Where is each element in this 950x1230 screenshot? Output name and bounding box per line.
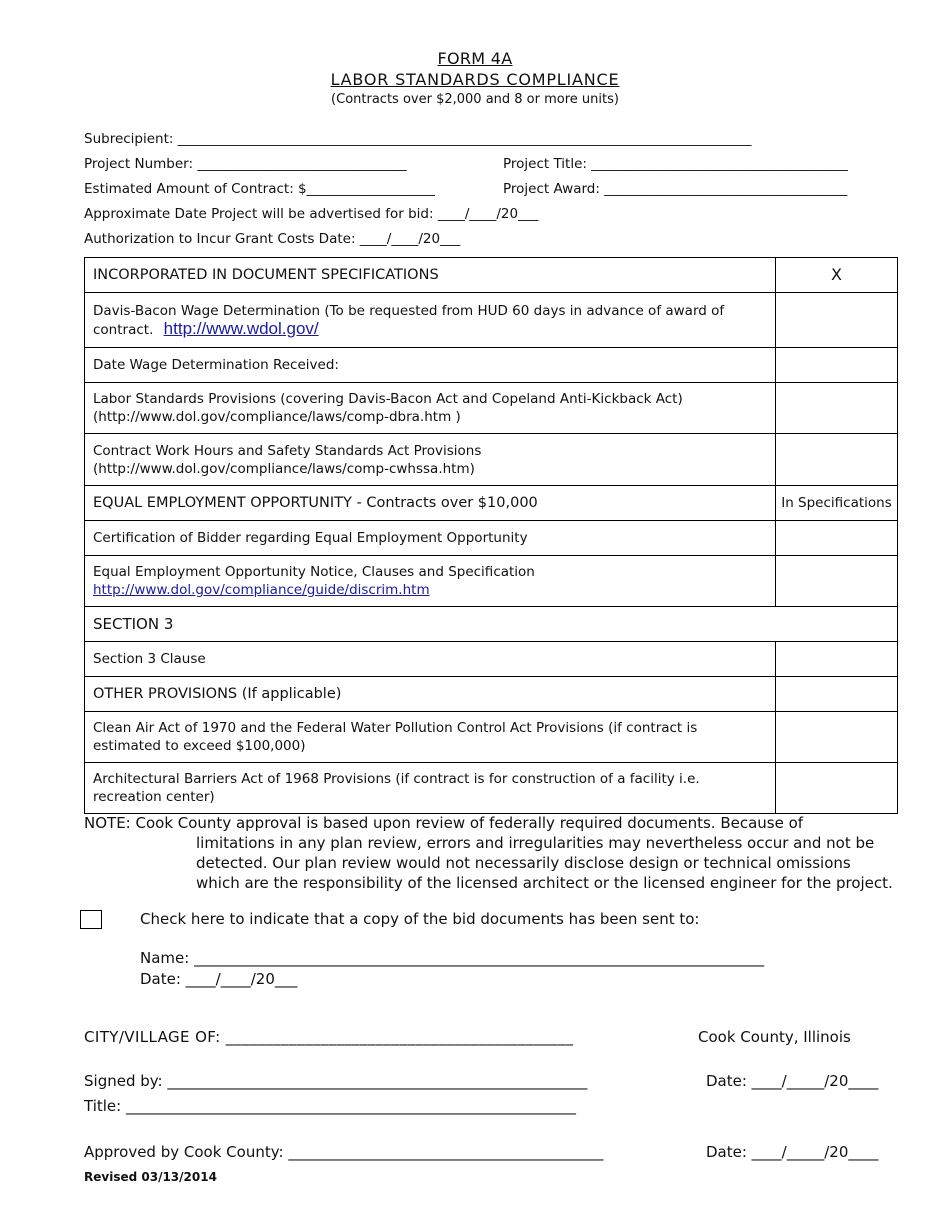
table-row bbox=[85, 258, 898, 293]
table-row bbox=[85, 763, 898, 814]
clean-air-text: Clean Air Act of 1970 and the Federal Water Pollution Control Act Provisions (if contract is bbox=[93, 720, 698, 736]
bid-documents-label: Check here to indicate that a copy of the bid documents has been sent to: bbox=[140, 910, 700, 928]
incorporated-mark[interactable]: X bbox=[776, 258, 898, 293]
county-label: Cook County, Illinois bbox=[698, 1028, 851, 1046]
table-row bbox=[85, 293, 898, 348]
arch-barriers-text: Architectural Barriers Act of 1968 Provisions (if contract is for construction of a facility i.e. bbox=[93, 771, 700, 787]
table-row bbox=[85, 486, 898, 521]
table-row bbox=[85, 712, 898, 763]
labor-provisions-check-cell[interactable] bbox=[776, 383, 898, 434]
table-row bbox=[85, 383, 898, 434]
title-field[interactable]: Title: ____________________________________________________________ bbox=[84, 1097, 576, 1115]
project-title-field[interactable]: Project Title: ______________________________________ bbox=[503, 156, 848, 172]
eeo-notice-text: Equal Employment Opportunity Notice, Clauses and Specification bbox=[93, 564, 535, 580]
table-row bbox=[85, 677, 898, 712]
arch-barriers-check-cell[interactable] bbox=[776, 763, 898, 814]
table-row bbox=[85, 434, 898, 486]
table-row bbox=[85, 348, 898, 383]
revision-date: Revised 03/13/2014 bbox=[84, 1170, 217, 1184]
clean-air-cell bbox=[85, 712, 776, 763]
note-line-3: detected. Our plan review would not necessarily disclose design or technical omissions bbox=[196, 854, 851, 872]
contract-hours-url: (http://www.dol.gov/compliance/laws/comp-cwhssa.htm) bbox=[93, 460, 475, 477]
note-line-2: limitations in any plan review, errors and irregularities may nevertheless occur and not be bbox=[196, 834, 875, 852]
city-village-field[interactable]: CITY/VILLAGE OF: ____________________________________________ bbox=[84, 1028, 574, 1046]
signed-date-field[interactable]: Date: ____/_____/20____ bbox=[706, 1072, 879, 1090]
wdol-link[interactable]: http://www.wdol.gov/ bbox=[163, 318, 319, 338]
labor-provisions-cell bbox=[85, 383, 776, 434]
project-number-field[interactable]: Project Number: _______________________________ bbox=[84, 156, 407, 172]
table-row bbox=[85, 556, 898, 607]
table-row bbox=[85, 607, 898, 642]
labor-provisions-text: Labor Standards Provisions (covering Davis-Bacon Act and Copeland Anti-Kickback Act) bbox=[93, 391, 683, 407]
other-provisions-check-cell[interactable] bbox=[776, 677, 898, 712]
section3-clause-label: Section 3 Clause bbox=[85, 642, 776, 677]
cert-bidder-label: Certification of Bidder regarding Equal Employment Opportunity bbox=[85, 521, 776, 556]
contract-hours-text: Contract Work Hours and Safety Standards Act Provisions bbox=[93, 442, 482, 459]
arch-barriers-text-2: recreation center) bbox=[93, 789, 215, 805]
recipient-name-field[interactable]: Name: ____________________________________________________________________________ bbox=[140, 949, 765, 967]
eeo-notice-check-cell[interactable] bbox=[776, 556, 898, 607]
other-provisions-heading: OTHER PROVISIONS (If applicable) bbox=[85, 677, 776, 712]
section3-clause-check-cell[interactable] bbox=[776, 642, 898, 677]
cert-bidder-check-cell[interactable] bbox=[776, 521, 898, 556]
approved-date-field[interactable]: Date: ____/_____/20____ bbox=[706, 1143, 879, 1161]
subrecipient-field[interactable]: Subrecipient: _____________________________________________________________________________________ bbox=[84, 131, 752, 147]
davis-bacon-check-cell[interactable] bbox=[776, 293, 898, 348]
form-title: LABOR STANDARDS COMPLIANCE bbox=[330, 70, 620, 89]
contract-hours-check-cell[interactable] bbox=[776, 434, 898, 486]
advertise-date-field[interactable]: Approximate Date Project will be advertised for bid: ____/____/20___ bbox=[84, 206, 539, 222]
davis-bacon-cell bbox=[85, 293, 776, 348]
bid-documents-checkbox[interactable] bbox=[80, 910, 102, 929]
eeo-notice-cell bbox=[85, 556, 776, 607]
signed-by-field[interactable]: Signed by: ________________________________________________________ bbox=[84, 1072, 588, 1090]
wage-received-label: Date Wage Determination Received: bbox=[85, 348, 776, 383]
approval-note bbox=[84, 813, 904, 893]
form-subtitle: (Contracts over $2,000 and 8 or more units) bbox=[331, 92, 619, 107]
arch-barriers-cell bbox=[85, 763, 776, 814]
labor-provisions-url: (http://www.dol.gov/compliance/laws/comp-dbra.htm ) bbox=[93, 409, 461, 425]
recipient-date-field[interactable]: Date: ____/____/20___ bbox=[140, 970, 298, 988]
project-award-field[interactable]: Project Award: ____________________________________ bbox=[503, 181, 848, 197]
table-row bbox=[85, 521, 898, 556]
discrim-link[interactable]: http://www.dol.gov/compliance/guide/discrim.htm bbox=[93, 582, 430, 598]
wage-received-cell[interactable] bbox=[776, 348, 898, 383]
contract-hours-cell bbox=[85, 434, 776, 486]
note-line-4: which are the responsibility of the licensed architect or the licensed engineer for the project. bbox=[196, 874, 893, 892]
form-number: FORM 4A bbox=[437, 49, 513, 68]
clean-air-check-cell[interactable] bbox=[776, 712, 898, 763]
approved-by-field[interactable]: Approved by Cook County: __________________________________________ bbox=[84, 1143, 604, 1161]
estimated-amount-field[interactable]: Estimated Amount of Contract: $___________________ bbox=[84, 181, 435, 197]
davis-bacon-text: Davis-Bacon Wage Determination (To be requested from HUD 60 days in advance of award of contract. bbox=[93, 302, 725, 338]
compliance-table bbox=[84, 257, 898, 814]
note-line-1: NOTE: Cook County approval is based upon review of federally required documents. Because of bbox=[84, 814, 804, 832]
incorporated-heading: INCORPORATED IN DOCUMENT SPECIFICATIONS bbox=[85, 258, 776, 293]
clean-air-text-2: estimated to exceed $100,000) bbox=[93, 738, 306, 754]
authorization-date-field[interactable]: Authorization to Incur Grant Costs Date: ____/____/20___ bbox=[84, 231, 461, 247]
table-row bbox=[85, 642, 898, 677]
section3-heading: SECTION 3 bbox=[85, 607, 898, 642]
eeo-heading: EQUAL EMPLOYMENT OPPORTUNITY - Contracts over $10,000 bbox=[85, 486, 776, 521]
eeo-mark: In Specifications bbox=[776, 486, 898, 521]
